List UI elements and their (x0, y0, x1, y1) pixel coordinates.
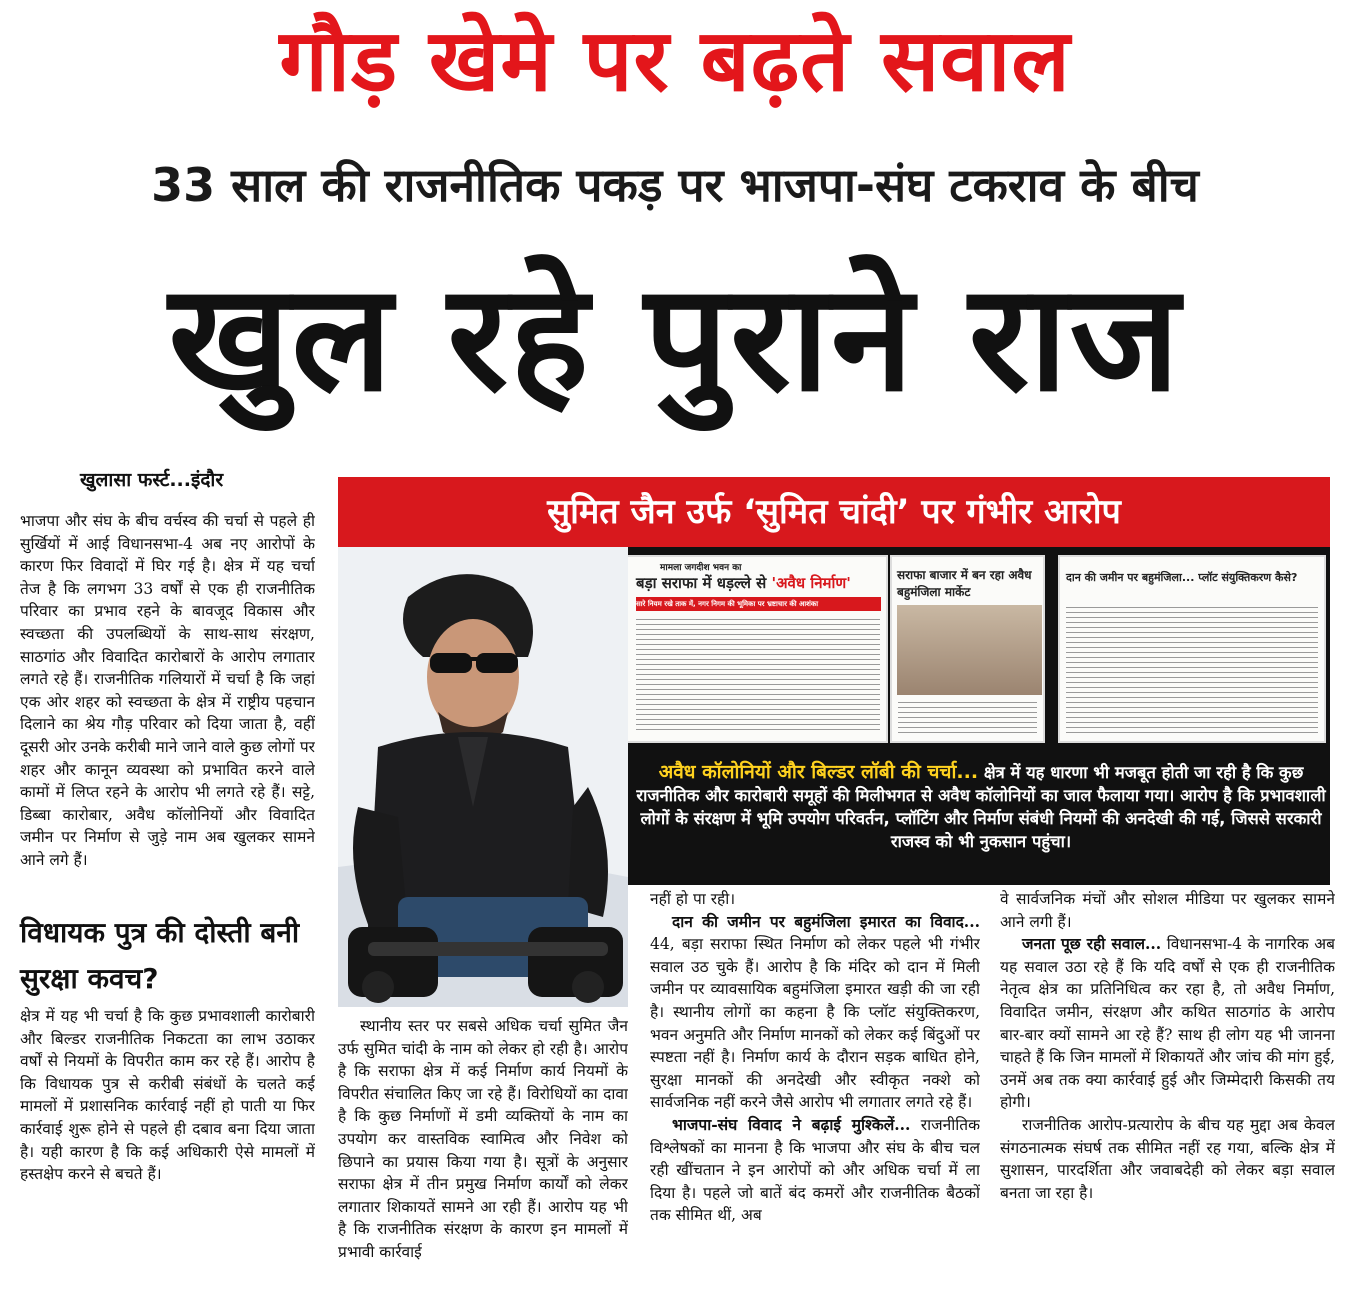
section-subheading: विधायक पुत्र की दोस्ती बनी सुरक्षा कवच? (20, 916, 300, 995)
main-headline: खुल रहे पुराने राज (168, 252, 1182, 424)
paragraph-2: क्षेत्र में यह भी चर्चा है कि कुछ प्रभावशाली कारोबारी और बिल्डर राजनीतिक निकटता का लाभ उठाकर वर्षों से नियमों के विपरीत काम कर रहे हैं। आरोप है कि विधायक पुत्र से करीबी संबंधों के चलते कई मामलों में प्रशासनिक कार्रवाई नहीं हो पाती या फिर कार्रवाई शुरू होने से पहले ही दबाव बना दिया जाता है। यही कारण है कि कई अधिकारी ऐसे मामलों में हस्तक्षेप करने से बचते हैं। (20, 1007, 315, 1184)
clip-1-text-lines (636, 619, 880, 733)
byline: खुलासा फर्स्ट...इंदौर (80, 469, 224, 491)
clip-1-title-b: 'अवैध निर्माण' (771, 574, 851, 592)
paragraph-9: राजनीतिक आरोप-प्रत्यारोप के बीच यह मुद्दा अब केवल संगठनात्मक संघर्ष तक सीमित नहीं रह गया, बल्कि क्षेत्र में सुशासन, पारदर्शिता और जवाबदेही को लेकर बड़ा सवाल बनता जा रहा है। (1000, 1115, 1335, 1202)
article-middle-column-2 (650, 888, 980, 1283)
paragraph-8: विधानसभा-4 के नागरिक अब यह सवाल उठा रहे हैं कि यदि वर्षों से एक ही राजनीतिक नेतृत्व क्षेत्र का प्रतिनिधित्व कर रहा है, तो अवैध निर्माण, विवादित जमीन, संरक्षण और कथित साठगांठ के आरोप बार-बार क्यों सामने आ रहे हैं? साथ ही लोग यह भी जानना चाहते हैं कि जिन मामलों में शिकायतें और जांच की मांग हुई, उनमें अब तक क्या कार्रवाई हुई और जिम्मेदारी किसकी तय होगी। (1000, 935, 1335, 1112)
section-lead-1: दान की जमीन पर बहुमंजिला इमारत का विवाद... (672, 911, 980, 931)
person-photo-illustration (338, 547, 628, 1007)
paragraph-7-continued: वे सार्वजनिक मंचों और सोशल मीडिया पर खुलकर सामने आने लगी हैं। (1000, 890, 1335, 931)
article-right-column (1000, 888, 1335, 1218)
man-on-atv-photo (338, 547, 628, 1007)
intro-paragraph: भाजपा और संघ के बीच वर्चस्व की चर्चा से पहले ही सुर्खियों में आई विधानसभा-4 अब नए आरोपों के कारण फिर विवादों में घिर गई है। क्षेत्र में यह चर्चा तेज है कि लगभग 33 वर्षों से एक ही राजनीतिक परिवार का प्रभाव रहने के बावजूद विकास और स्वच्छता की उपलब्धियों के साथ-साथ संरक्षण, साठगांठ और विवादित कारोबारों के आरोप लगातार लगते रहे हैं। राजनीतिक गलियारों में चर्चा है कि जहां एक ओर शहर को स्वच्छता के क्षेत्र में राष्ट्रीय पहचान दिलाने का श्रेय गौड़ परिवार को दिया जाता है, वहीं दूसरी ओर उनके करीबी माने जाने वाले कुछ लोगों पर शहर और कानून व्यवस्था को प्रभावित करने वाले कामों में लिप्त रहने के आरोप भी लगते रहे हैं। सट्टे, डिब्बा कारोबार, अवैध कॉलोनियों और विवादित जमीन पर निर्माण से जुड़े नाम अब खुलकर सामने आने लगे हैं। (20, 512, 315, 869)
clip-2-text-lines (898, 702, 1037, 733)
clip-1-title (636, 573, 851, 593)
paragraph-4-continued: नहीं हो पा रही। (650, 890, 736, 908)
newspaper-clipping-2 (890, 555, 1045, 743)
newspaper-clipping-1 (628, 555, 888, 743)
clip-1-small-label: मामला जगदीश भवन का (660, 563, 742, 573)
clip-2-title: सराफा बाजार में बन रहा अवैध बहुमंजिला मार्केट (897, 568, 1032, 599)
kicker-headline: गौड़ खेमे पर बढ़ते सवाल (279, 11, 1071, 111)
clip-2-building-photo (897, 605, 1042, 695)
sub-headline: 33 साल की राजनीतिक पकड़ पर भाजपा-संघ टकराव के बीच (151, 158, 1199, 212)
paragraph-5: 44, बड़ा सराफा स्थित निर्माण को लेकर पहले भी गंभीर सवाल उठ चुके हैं। आरोप है कि मंदिर को दान में मिली जमीन पर व्यावसायिक बहुमंजिला इमारत खड़ी की जा रही है। स्थानीय लोगों का कहना है कि प्लॉट संयुक्तिकरण, भवन अनुमति और निर्माण मानकों को लेकर कई बिंदुओं पर स्पष्टता नहीं है। निर्माण कार्य के दौरान सड़क बाधित होने, सुरक्षा मानकों की अनदेखी और स्वीकृत नक्शे को सार्वजनिक नहीं करने जैसे आरोप भी लगातार लगते रहे हैं। (650, 935, 980, 1112)
clip-3-text-lines (1066, 607, 1318, 733)
panel-body: क्षेत्र में यह धारणा भी मजबूत होती जा रही है कि कुछ राजनीतिक और कारोबारी समूहों की मिलीभगत से अवैध कॉलोनियों का जाल फैलाया गया। आरोप है कि प्रभावशाली लोगों के संरक्षण में भूमि उपयोग परिवर्तन, प्लॉटिंग और निर्माण संबंधी नियमों की अनदेखी की गई, जिससे सरकारी राजस्व को भी नुकसान पहुंचा। (636, 763, 1326, 851)
paragraph-6: राजनीतिक विश्लेषकों का मानना है कि भाजपा और संघ के बीच चल रही खींचतान ने इन आरोपों को और अधिक चर्चा में ला दिया है। पहले जो बातें बंद कमरों और राजनीतिक बैठकों तक सीमित थीं, अब (650, 1115, 980, 1225)
article-middle-column-1 (338, 1015, 628, 1283)
panel-summary-text (636, 761, 1326, 853)
clip-1-sub: सारे नियम रखे ताक में, नगर निगम की भूमिका पर भ्रष्टाचार की आशंका (636, 597, 881, 611)
clip-1-title-a: बड़ा सराफा में धड़ल्ले से (636, 574, 772, 592)
panel-highlight: अवैध कॉलोनियों और बिल्डर लॉबी की चर्चा... (658, 761, 979, 783)
article-left-bottom-column (20, 1005, 315, 1275)
section-lead-2: भाजपा-संघ विवाद ने बढ़ाई मुश्किलें... (672, 1114, 911, 1134)
section-lead-3: जनता पूछ रही सवाल... (1022, 934, 1162, 954)
newspaper-clipping-3 (1058, 555, 1326, 743)
paragraph-3: स्थानीय स्तर पर सबसे अधिक चर्चा सुमित जैन उर्फ सुमित चांदी के नाम को लेकर हो रही है। आरोप है कि सराफा क्षेत्र में कई निर्माण कार्य नियमों के विपरीत संचालित किए जा रहे हैं। विरोधियों का दावा है कि कुछ निर्माणों में डमी व्यक्तियों के नाम का उपयोग कर वास्तविक स्वामित्व और निवेश को छिपाने का प्रयास किया गया है। सूत्रों के अनुसार सराफा क्षेत्र में तीन प्रमुख निर्माण कार्यों को लेकर लगातार शिकायतें सामने आ रही हैं। आरोप यह भी है कि राजनीतिक संरक्षण के कारण इन मामलों में प्रभावी कार्रवाई (338, 1017, 628, 1261)
clip-3-title: दान की जमीन पर बहुमंजिला... प्लॉट संयुक्तिकरण कैसे? (1066, 571, 1298, 584)
allegation-banner: सुमित जैन उर्फ ‘सुमित चांदी’ पर गंभीर आरोप (338, 477, 1330, 547)
article-intro-column (20, 510, 315, 902)
